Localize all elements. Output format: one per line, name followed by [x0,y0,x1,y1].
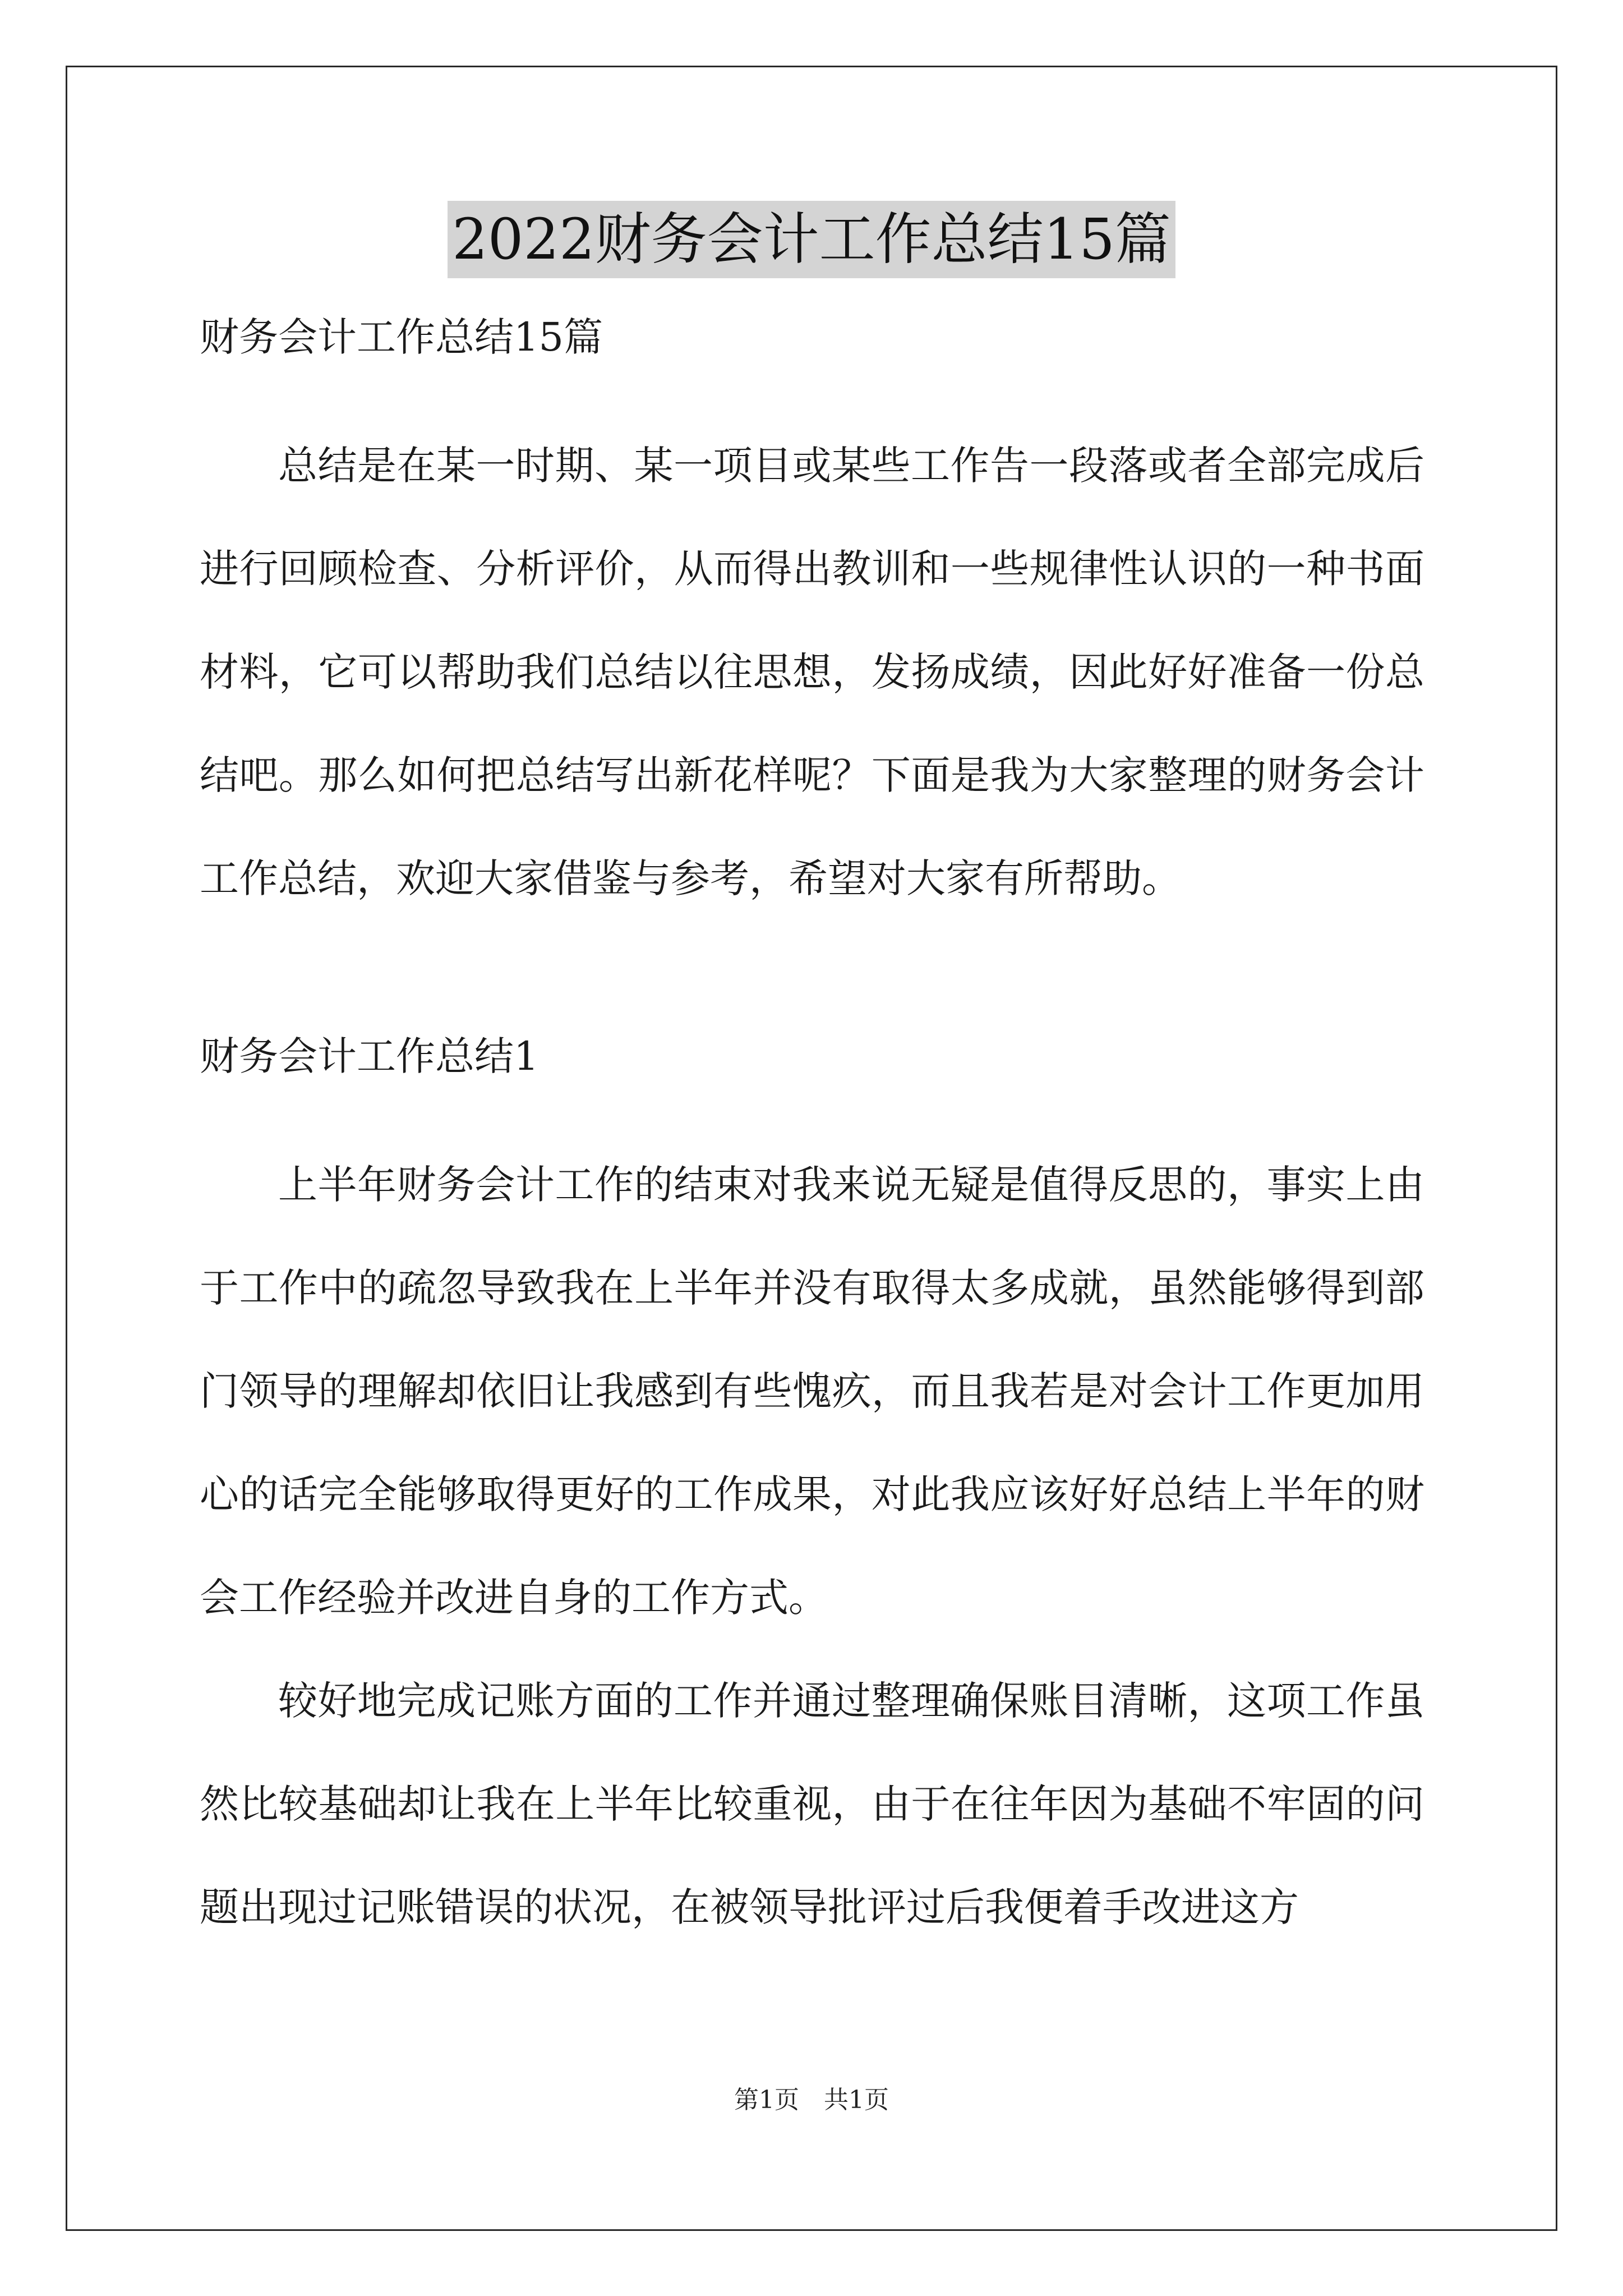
document-body [200,312,1424,1959]
page-footer [0,2085,1623,2116]
section-paragraph-2: 较好地完成记账方面的工作并通过整理确保账目清晰，这项工作虽然比较基础却让我在上半年比较重视，由于在往年因为基础不牢固的问题出现过记账错误的状况，在被领导批评过后我便着手改进这方 [200,1678,1424,1930]
section-paragraph-1: 上半年财务会计工作的结束对我来说无疑是值得反思的，事实上由于工作中的疏忽导致我在上半年并没有取得太多成就，虽然能够得到部门领导的理解却依旧让我感到有些愧疚，而且我若是对会计工作更加用心的话完全能够取得更好的工作成果，对此我应该好好总结上半年的财会工作经验并改进自身的工作方式。 [200,1162,1424,1621]
section-heading: 财务会计工作总结1 [200,1033,539,1079]
page-number-current: 第1页 [734,2086,799,2114]
page-number-total: 共1页 [824,2086,889,2114]
subtitle-heading: 财务会计工作总结15篇 [200,314,603,360]
intro-paragraph: 总结是在某一时期、某一项目或某些工作告一段落或者全部完成后进行回顾检查、分析评价，从而得出教训和一些规律性认识的一种书面材料，它可以帮助我们总结以往思想，发扬成绩，因此好好准备一份总结吧。那么如何把总结写出新花样呢？下面是我为大家整理的财务会计工作总结，欢迎大家借鉴与参考，希望对大家有所帮助。 [200,443,1424,901]
title-block [0,201,1623,278]
document-title: 2022财务会计工作总结15篇 [448,201,1175,278]
